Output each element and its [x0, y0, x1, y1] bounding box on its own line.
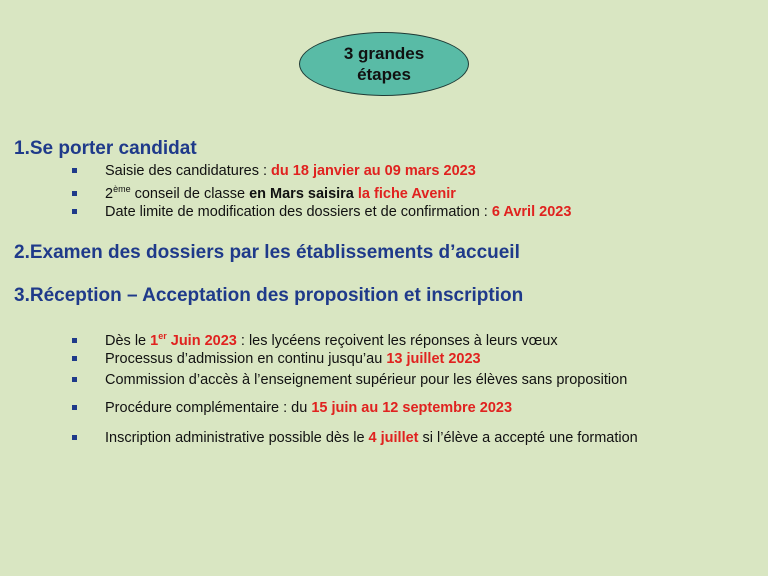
oval-line-1: 3 grandes [343, 44, 425, 63]
section-1-item-1: Saisie des candidatures : du 18 janvier au 09 mars 2023 [72, 163, 476, 179]
bullet-icon [72, 405, 77, 410]
section-3-item-1: Dès le 1er Juin 2023 : les lycéens reçoivent les réponses à leurs vœux [72, 331, 558, 349]
section-3-item-5: Inscription administrative possible dès le 4 juillet si l’élève a accepté une formation [72, 430, 638, 446]
section-3-item-2: Processus d’admission en continu jusqu’au 13 juillet 2023 [72, 351, 481, 367]
bullet-icon [72, 356, 77, 361]
section-3-item-4: Procédure complémentaire : du 15 juin au 12 septembre 2023 [72, 400, 512, 416]
steps-oval [299, 32, 469, 96]
bullet-icon [72, 191, 77, 196]
bullet-icon [72, 338, 77, 343]
section-1-title: 1.Se porter candidat [14, 138, 197, 159]
section-3-title: 3.Réception – Acceptation des proposition et inscription [14, 285, 524, 306]
bullet-icon [72, 168, 77, 173]
section-2-title: 2.Examen des dossiers par les établissements d’accueil [14, 242, 520, 263]
bullet-icon [72, 377, 77, 382]
oval-line-2: étapes [357, 65, 411, 84]
bullet-icon [72, 435, 77, 440]
section-1-item-2: 2ème conseil de classe en Mars saisira la fiche Avenir [72, 184, 456, 202]
section-1-item-3: Date limite de modification des dossiers et de confirmation : 6 Avril 2023 [72, 204, 571, 220]
section-3-item-3: Commission d’accès à l’enseignement supérieur pour les élèves sans proposition [72, 372, 627, 388]
bullet-icon [72, 209, 77, 214]
